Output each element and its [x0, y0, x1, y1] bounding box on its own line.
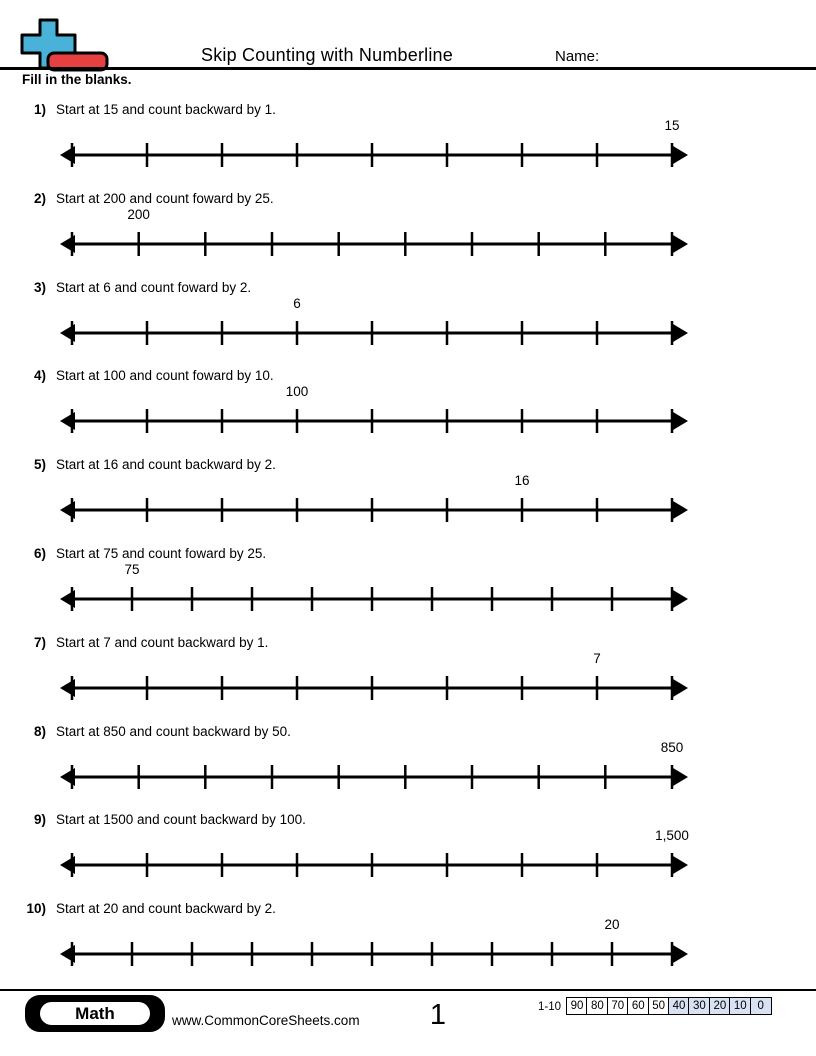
question-row [0, 901, 276, 916]
problem-number: 1) [33, 102, 46, 117]
score-table [566, 997, 772, 1015]
numberline-label: 7 [593, 651, 601, 666]
problem-row [0, 457, 816, 537]
page-number: 1 [429, 999, 447, 1031]
problem-text: Start at 100 and count foward by 10. [56, 368, 274, 383]
question-row [0, 724, 291, 739]
numberline-label: 16 [514, 473, 530, 488]
numberline-label: 1,500 [655, 828, 689, 843]
numberline-graphic [56, 493, 696, 527]
numberline-graphic [56, 582, 696, 616]
name-label: Name: [555, 48, 600, 65]
problem-row [0, 102, 816, 182]
numberline-graphic [56, 848, 696, 882]
problem-number: 9) [33, 812, 46, 827]
problem-number: 7) [33, 635, 46, 650]
problem-text: Start at 850 and count backward by 50. [56, 724, 291, 739]
problem-row [0, 812, 816, 892]
score-cell: 10 [729, 997, 751, 1015]
score-cell: 70 [607, 997, 629, 1015]
question-row [0, 102, 276, 117]
header-divider [0, 67, 816, 70]
score-cell: 30 [688, 997, 710, 1015]
instruction-text: Fill in the blanks. [22, 72, 132, 87]
problem-text: Start at 6 and count foward by 2. [56, 280, 252, 295]
score-cell: 0 [750, 997, 772, 1015]
numberline-label: 200 [127, 207, 150, 222]
question-row [0, 457, 276, 472]
subject-badge-label: Math [38, 1000, 152, 1027]
numberline-label: 100 [285, 384, 309, 399]
question-row [0, 635, 268, 650]
question-row [0, 812, 306, 827]
problem-row [0, 635, 816, 715]
problem-row [0, 280, 816, 360]
problem-row [0, 368, 816, 448]
problem-number: 4) [33, 368, 46, 383]
score-cell: 90 [566, 997, 588, 1015]
problem-number: 8) [33, 724, 46, 739]
numberline-label: 850 [660, 740, 684, 755]
numberline-graphic [56, 138, 696, 172]
website-text: www.CommonCoreSheets.com [172, 1013, 360, 1028]
problem-number: 2) [33, 191, 46, 206]
footer-divider [0, 989, 816, 991]
question-row [0, 191, 274, 206]
score-cell: 40 [668, 997, 690, 1015]
numberline-graphic [56, 227, 696, 261]
numberline-label: 20 [604, 917, 620, 932]
problem-row [0, 901, 816, 981]
numberline-label: 6 [293, 296, 301, 311]
problem-number: 5) [33, 457, 46, 472]
problem-text: Start at 15 and count backward by 1. [56, 102, 276, 117]
problem-row [0, 546, 816, 626]
score-cell: 50 [648, 997, 670, 1015]
score-cell: 20 [709, 997, 731, 1015]
numberline-label: 15 [664, 118, 680, 133]
problem-text: Start at 16 and count backward by 2. [56, 457, 276, 472]
page-title: Skip Counting with Numberline [201, 45, 453, 65]
subject-badge [25, 995, 165, 1032]
numberline-graphic [56, 937, 696, 971]
problem-text: Start at 20 and count backward by 2. [56, 901, 276, 916]
problem-number: 3) [33, 280, 46, 295]
problem-row [0, 191, 816, 271]
numberline-graphic [56, 760, 696, 794]
problem-row [0, 724, 816, 804]
numberline-label: 75 [124, 562, 140, 577]
problem-text: Start at 7 and count backward by 1. [56, 635, 269, 650]
numberline-graphic [56, 316, 696, 350]
problem-text: Start at 75 and count foward by 25. [56, 546, 267, 561]
numberline-graphic [56, 671, 696, 705]
problem-text: Start at 200 and count foward by 25. [56, 191, 274, 206]
numberline-graphic [56, 404, 696, 438]
question-row [0, 368, 274, 383]
problem-number: 6) [33, 546, 46, 561]
score-cell: 80 [586, 997, 608, 1015]
problem-number: 10) [26, 901, 46, 916]
question-row [0, 546, 266, 561]
score-range-label: 1-10 [537, 1001, 561, 1013]
problem-text: Start at 1500 and count backward by 100. [56, 812, 306, 827]
question-row [0, 280, 251, 295]
score-cell: 60 [627, 997, 649, 1015]
